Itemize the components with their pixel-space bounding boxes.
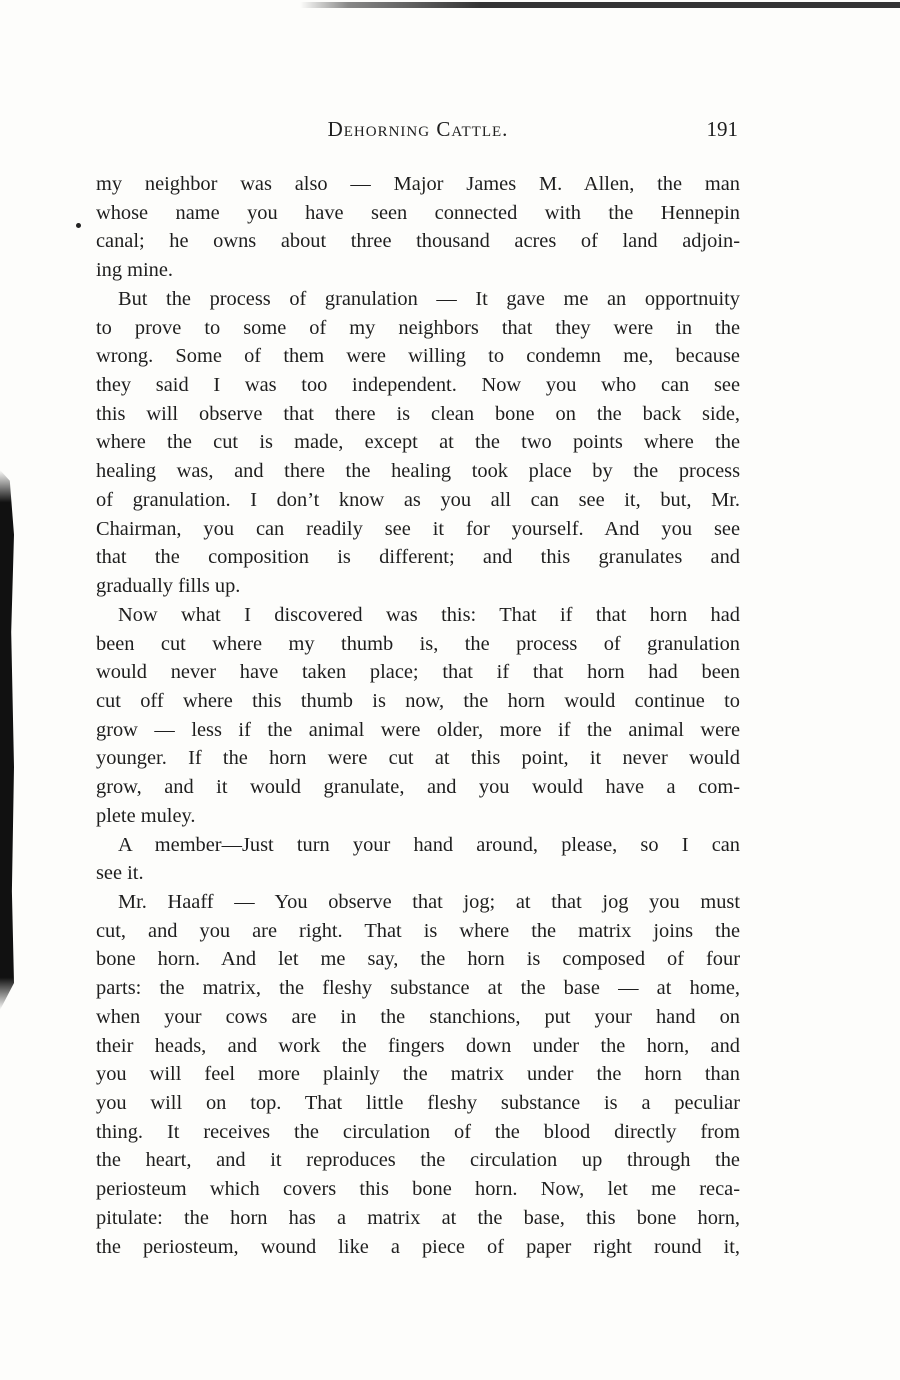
text-line: when your cows are in the stanchions, put your hand on xyxy=(96,1005,740,1028)
text-line: that the composition is different; and this granulates and xyxy=(96,546,740,569)
text-line: wrong. Some of them were willing to condemn me, because xyxy=(96,345,740,368)
text-line: healing was, and there the healing took place by the process xyxy=(96,460,740,483)
text-line: cut off where this thumb is now, the horn would continue to xyxy=(96,689,740,712)
text-line: A member—Just turn your hand around, please, so I can xyxy=(118,833,740,856)
text-line: they said I was too independent. Now you who can see xyxy=(96,374,740,397)
text-line: But the process of granulation — It gave me an opportnuity xyxy=(118,287,740,310)
running-head xyxy=(96,117,740,147)
text-line: where the cut is made, except at the two points where the xyxy=(96,431,740,454)
body-text xyxy=(96,170,740,1261)
text-line: periosteum which covers this bone horn. Now, let me reca- xyxy=(96,1178,740,1201)
text-line: cut, and you are right. That is where the matrix joins the xyxy=(96,919,740,942)
text-line: canal; he owns about three thousand acres of land adjoin- xyxy=(96,230,740,253)
text-line: pitulate: the horn has a matrix at the base, this bone horn, xyxy=(96,1206,740,1229)
running-title: Dehorning Cattle. xyxy=(327,117,509,141)
text-line: ing mine. xyxy=(96,259,174,282)
text-line: parts: the matrix, the fleshy substance at the base — at home, xyxy=(96,977,740,1000)
page-number: 191 xyxy=(706,117,738,141)
text-line: younger. If the horn were cut at this point, it never would xyxy=(96,747,740,770)
text-line: thing. It receives the circulation of the blood directly from xyxy=(96,1120,740,1143)
text-line: Chairman, you can readily see it for yourself. And you see xyxy=(96,517,740,540)
text-line: to prove to some of my neighbors that they were in the xyxy=(96,316,740,339)
text-line: you will feel more plainly the matrix under the horn than xyxy=(96,1063,740,1086)
text-line: Mr. Haaff — You observe that jog; at that jog you must xyxy=(118,890,740,913)
text-line: whose name you have seen connected with the Hennepin xyxy=(96,201,740,224)
scan-binding-shadow xyxy=(0,470,14,1010)
text-line: the heart, and it reproduces the circulation up through the xyxy=(96,1149,740,1172)
scan-top-edge-mark xyxy=(300,2,900,8)
text-line: you will on top. That little fleshy substance is a peculiar xyxy=(96,1092,740,1114)
text-line: grow, and it would granulate, and you would have a com- xyxy=(96,776,740,799)
text-line: been cut where my thumb is, the process of granulation xyxy=(96,632,740,655)
text-line: grow — less if the animal were older, more if the animal were xyxy=(96,718,740,741)
text-line: Now what I discovered was this: That if that horn had xyxy=(118,603,740,626)
text-line: would never have taken place; that if that horn had been xyxy=(96,661,740,684)
print-speck xyxy=(76,223,81,228)
text-line: gradually fills up. xyxy=(96,575,241,598)
text-line: plete muley. xyxy=(96,804,196,827)
text-line: of granulation. I don’t know as you all can see it, but, Mr. xyxy=(96,488,740,511)
text-line: bone horn. And let me say, the horn is composed of four xyxy=(96,948,740,971)
text-line: see it. xyxy=(96,862,144,885)
text-line: this will observe that there is clean bone on the back side, xyxy=(96,402,740,425)
text-line: the periosteum, wound like a piece of paper right round it, xyxy=(96,1235,740,1258)
text-line: their heads, and work the fingers down under the horn, and xyxy=(96,1034,740,1057)
text-line: my neighbor was also — Major James M. Allen, the man xyxy=(96,173,740,195)
